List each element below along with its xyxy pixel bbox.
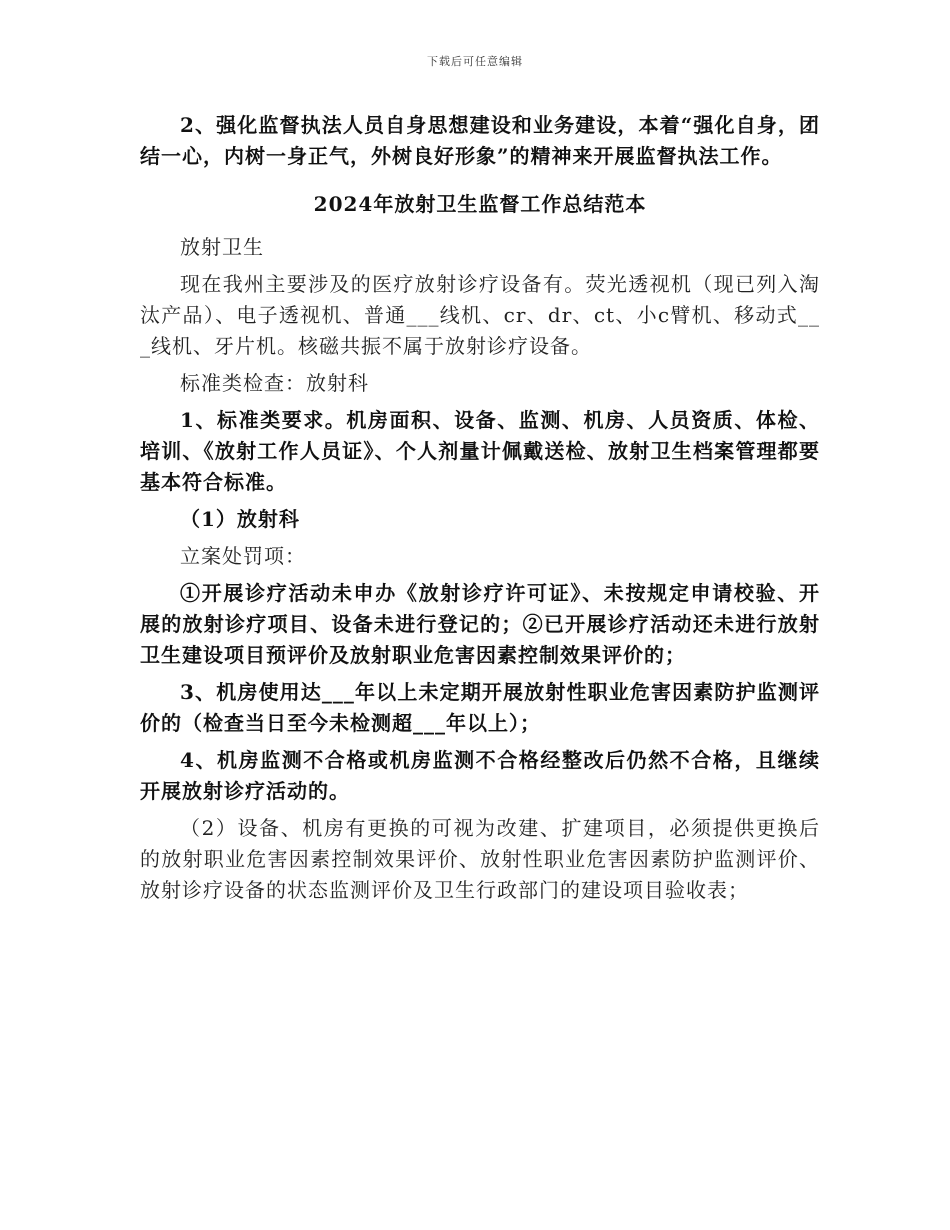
paragraph-standard-requirements: 1、标准类要求。机房面积、设备、监测、机房、人员资质、体检、培训、《放射工作人员证》、个人剂量计佩戴送检、放射卫生档案管理都要基本符合标准。 (140, 408, 820, 494)
document-title: 2024年放射卫生监督工作总结范本 (313, 192, 647, 216)
document-body (140, 110, 820, 906)
paragraph-monitoring-failure: 4、机房监测不合格或机房监测不合格经整改后仍然不合格，且继续开展放射诊疗活动的。 (140, 748, 820, 803)
paragraph-license-violations: ①开展诊疗活动未申办《放射诊疗许可证》、未按规定申请校验、开展的放射诊疗项目、设备未进行登记的；②已开展诊疗活动还未进行放射卫生建设项目预评价及放射职业危害因素控制效果评价的； (140, 581, 820, 667)
paragraph-equipment-replacement: （2）设备、机房有更换的可视为改建、扩建项目，必须提供更换后的放射职业危害因素控制效果评价、放射性职业危害因素防护监测评价、放射诊疗设备的状态监测评价及卫生行政部门的建设项目验收表； (140, 816, 820, 902)
page-header: 下载后可任意编辑 (427, 55, 523, 68)
paragraph-standard-check: 标准类检查：放射科 (180, 371, 369, 395)
paragraph-section-heading: 放射卫生 (180, 235, 264, 259)
paragraph-equipment-list: 现在我州主要涉及的医疗放射诊疗设备有。荧光透视机（现已列入淘汰产品）、电子透视机、普通___线机、cr、dr、ct、小c臂机、移动式___线机、牙片机。核磁共振不属于放射诊疗设备。 (140, 272, 820, 358)
paragraph-penalty-items: 立案处罚项： (180, 544, 306, 568)
paragraph-room-monitoring: 3、机房使用达___年以上未定期开展放射性职业危害因素防护监测评价的（检查当日至今未检测超___年以上）； (140, 680, 820, 735)
paragraph-item-2: 2、强化监督执法人员自身思想建设和业务建设，本着“强化自身，团结一心，内树一身正气，外树良好形象”的精神来开展监督执法工作。 (140, 113, 820, 168)
paragraph-radiology-subheading: （1）放射科 (180, 507, 300, 531)
